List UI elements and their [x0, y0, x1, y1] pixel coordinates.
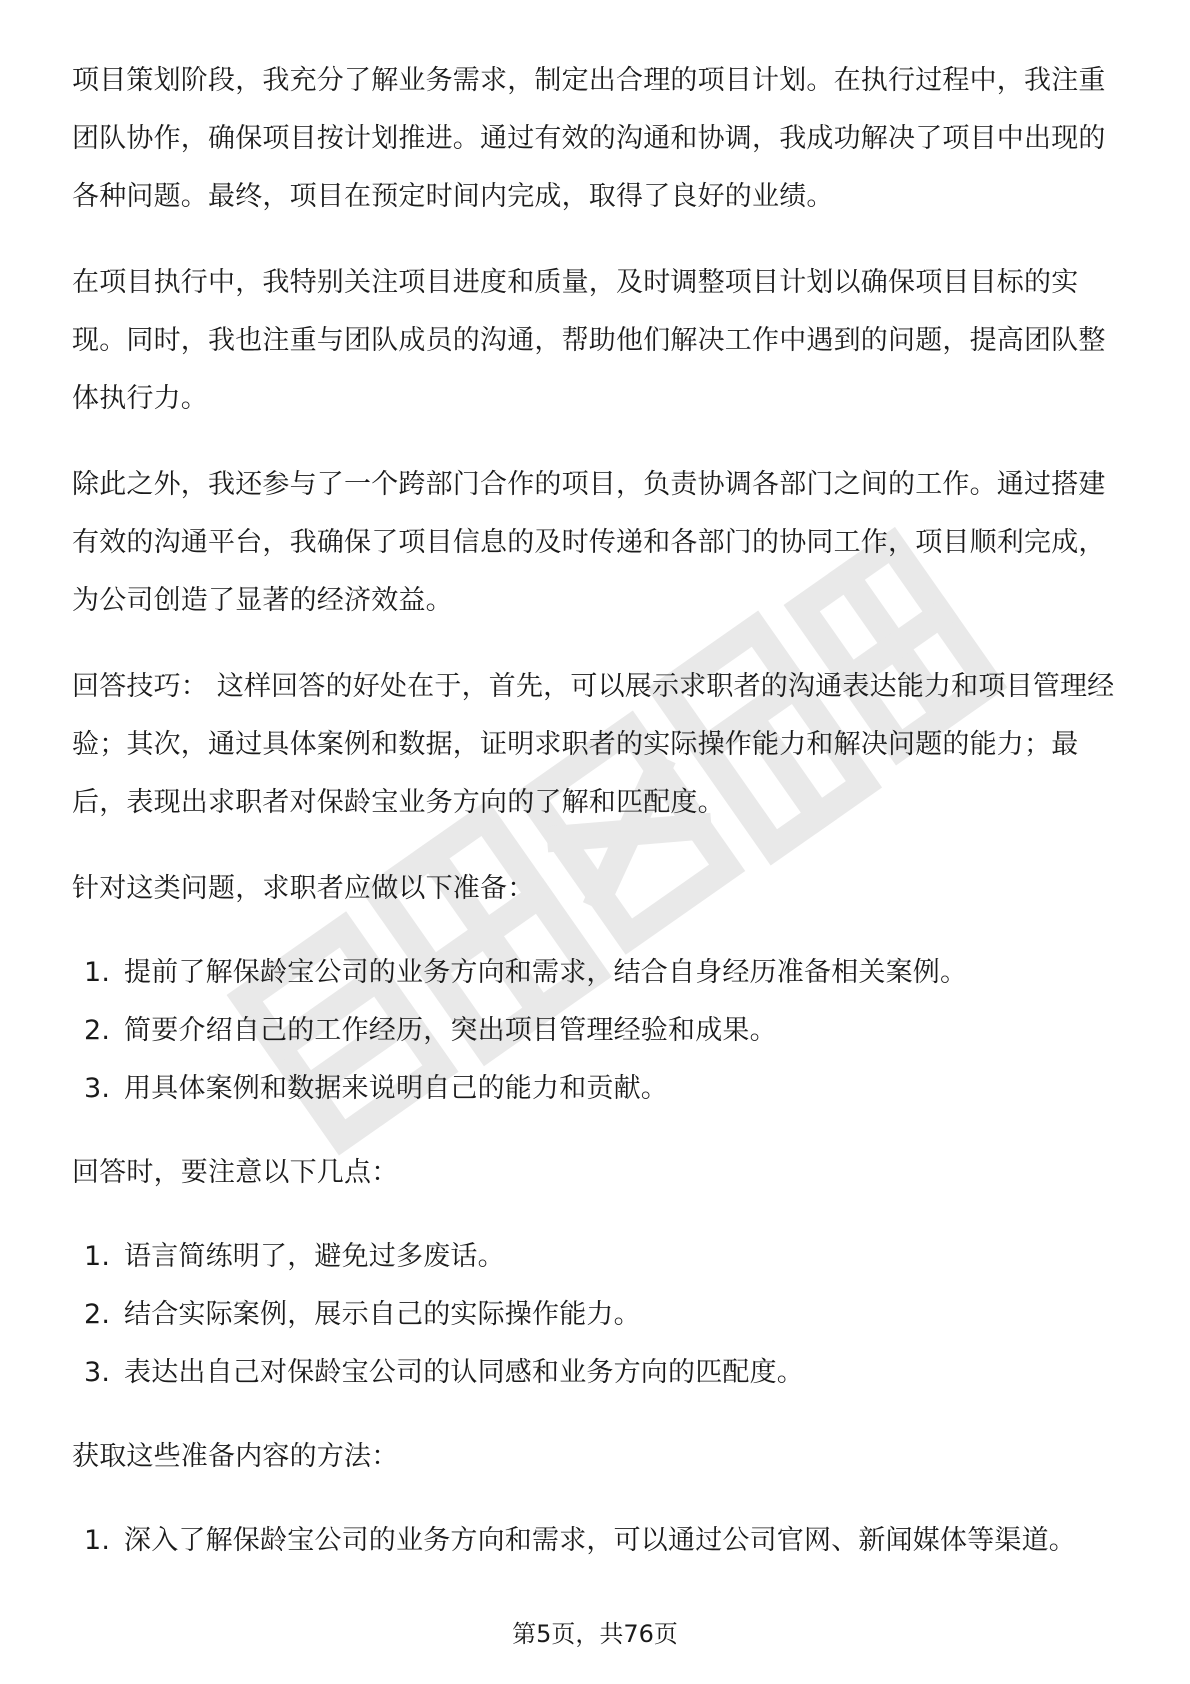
page-number-footer: 第5页，共76页 — [512, 1620, 678, 1648]
list-number: 1. — [84, 957, 111, 988]
paragraph-notes-intro: 回答时，要注意以下几点： — [72, 1157, 399, 1188]
list-item-text: 结合实际案例，展示自己的实际操作能力。 — [124, 1299, 641, 1330]
paragraph-methods-intro: 获取这些准备内容的方法： — [72, 1441, 399, 1472]
list-item — [72, 1344, 1118, 1402]
paragraph-project-execution: 在项目执行中，我特别关注项目进度和质量，及时调整项目计划以确保项目目标的实现。同时，我也注重与团队成员的沟通，帮助他们解决工作中遇到的问题，提高团队整体执行力。 — [72, 267, 1106, 414]
list-item-text: 语言简练明了，避免过多废话。 — [124, 1241, 505, 1272]
list-item — [72, 1002, 1118, 1060]
list-number: 3. — [84, 1357, 111, 1388]
methods-list — [72, 1512, 1118, 1570]
list-number: 3. — [84, 1073, 111, 1104]
list-item-text: 提前了解保龄宝公司的业务方向和需求，结合自身经历准备相关案例。 — [124, 957, 968, 988]
paragraph-cross-department: 除此之外，我还参与了一个跨部门合作的项目，负责协调各部门之间的工作。通过搭建有效的沟通平台，我确保了项目信息的及时传递和各部门的协同工作，项目顺利完成，为公司创造了显著的经济效益。 — [72, 469, 1106, 616]
list-item — [72, 1286, 1118, 1344]
paragraph-preparation-intro: 针对这类问题，求职者应做以下准备： — [72, 873, 535, 904]
list-item — [72, 1228, 1118, 1286]
notes-list — [72, 1228, 1118, 1402]
paragraph-project-planning: 项目策划阶段，我充分了解业务需求，制定出合理的项目计划。在执行过程中，我注重团队协作，确保项目按计划推进。通过有效的沟通和协调，我成功解决了项目中出现的各种问题。最终，项目在预定时间内完成，取得了良好的业绩。 — [72, 65, 1106, 212]
list-item-text: 深入了解保龄宝公司的业务方向和需求，可以通过公司官网、新闻媒体等渠道。 — [124, 1525, 1076, 1556]
list-number: 1. — [84, 1525, 111, 1556]
list-item — [72, 1512, 1118, 1570]
list-number: 1. — [84, 1241, 111, 1272]
list-number: 2. — [84, 1299, 111, 1330]
list-item-text: 表达出自己对保龄宝公司的认同感和业务方向的匹配度。 — [124, 1357, 804, 1388]
list-item — [72, 944, 1118, 1002]
list-item-text: 用具体案例和数据来说明自己的能力和贡献。 — [124, 1073, 668, 1104]
preparation-list — [72, 944, 1118, 1118]
list-number: 2. — [84, 1015, 111, 1046]
list-item — [72, 1060, 1118, 1118]
paragraph-answer-tips: 回答技巧： 这样回答的好处在于，首先，可以展示求职者的沟通表达能力和项目管理经验；其次，通过具体案例和数据，证明求职者的实际操作能力和解决问题的能力；最后，表现出求职者对保龄宝业务方向的了解和匹配度。 — [72, 671, 1115, 818]
document-body — [72, 52, 1118, 1596]
list-item-text: 简要介绍自己的工作经历，突出项目管理经验和成果。 — [124, 1015, 777, 1046]
